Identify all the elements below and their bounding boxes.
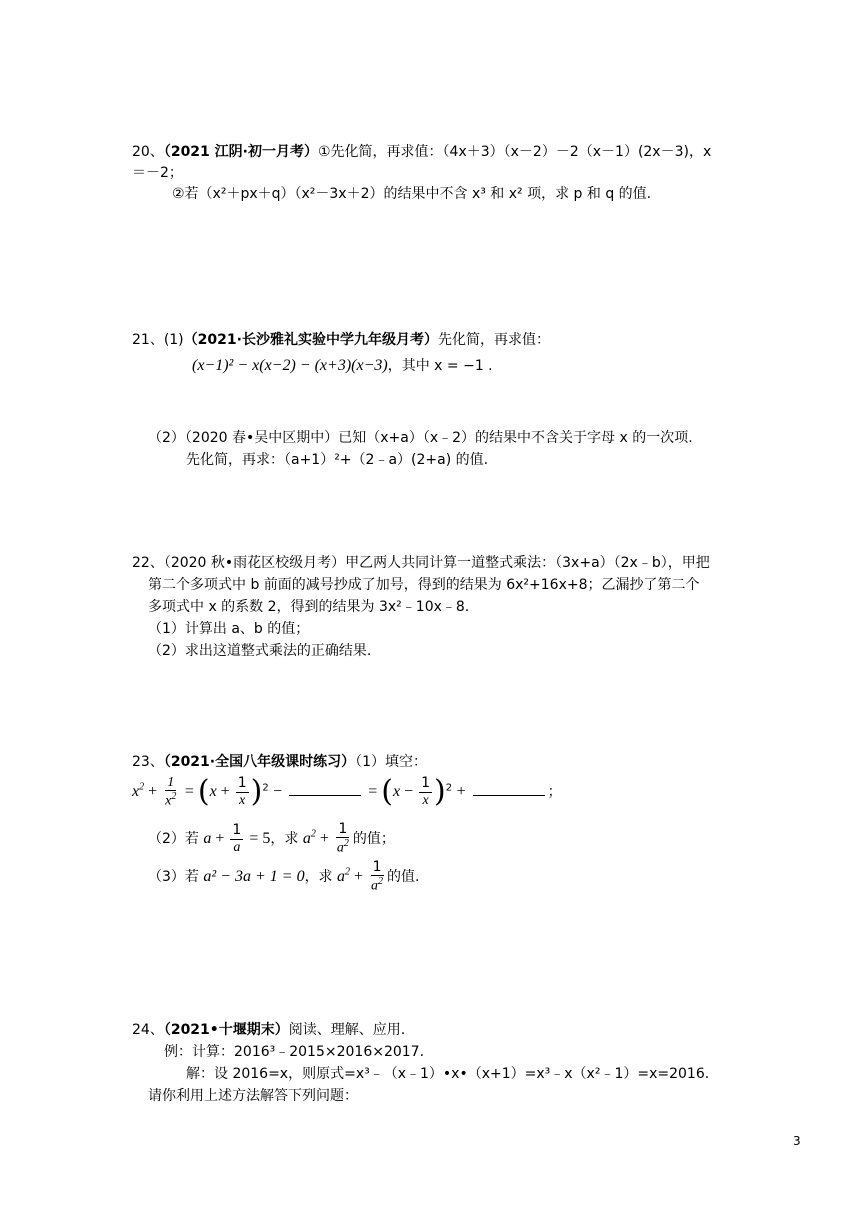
q23-part3-prefix: （3）若 <box>148 869 199 886</box>
q20-source: （2021 江阴·初一月考） <box>163 144 318 160</box>
q24-line1 <box>132 1020 405 1042</box>
q20-line1-text: ①先化简，再求值：（4x＋3）（x－2）－2（x－1）(2x－3)，x <box>318 144 712 160</box>
q23-part3-mid: ，求 <box>304 869 333 886</box>
q20-line2: ＝－2； <box>132 165 183 181</box>
q23-part2-mid: ，求 <box>270 831 299 848</box>
q20-number: 20、 <box>132 144 164 160</box>
q23-part3-expression: a² − 3a + 1 = 0 <box>203 868 305 886</box>
q21-number: 21、(1) <box>132 332 184 348</box>
q23-source: （2021·全国八年级课时练习） <box>163 754 356 770</box>
q21-line1 <box>132 330 550 352</box>
page-number: 3 <box>793 1134 801 1148</box>
q20-line1 <box>132 142 711 164</box>
q23-part2-end: 的值； <box>352 831 395 848</box>
q21-expression: (x−1)² − x(x−2) − (x+3)(x−3) <box>192 357 388 374</box>
q22-line5: （2）求出这道整式乘法的正确结果. <box>148 643 372 659</box>
q22-line1: 22、（2020 秋•雨花区校级月考）甲乙两人共同计算一道整式乘法：（3x+a）（2x﹣b），甲把 <box>132 555 710 571</box>
q24-source: （2021•十堰期末） <box>163 1022 289 1038</box>
q23-fill-in-equation: $x^2$ + $\frac{1}{x^2}$ = (x + $\frac{1}{x}$ )$^2$ − = (x − $\frac{1}{x}$ )$^2$ + ； <box>132 774 562 810</box>
q24-line3: 解：设 2016=x，则原式=x³﹣（x﹣1）•x•（x+1）=x³﹣x（x²﹣1）=x=2016. <box>186 1066 710 1082</box>
q24-line1-text: 阅读、理解、应用. <box>288 1022 406 1038</box>
q23-part3: （3）若 a² − 3a + 1 = 0，求 $a^2$ + $\frac{1}{a^2}$ 的值. <box>148 859 420 895</box>
q24-number: 24、 <box>132 1022 164 1038</box>
q22-line4: （1）计算出 a、b 的值； <box>148 621 310 637</box>
q23-line1-text: （1）填空： <box>355 754 428 770</box>
blank-1[interactable] <box>289 780 361 796</box>
q23-number: 23、 <box>132 754 164 770</box>
q22-line2: 第二个多项式中 b 前面的减号抄成了加号，得到的结果为 6x²+16x+8；乙漏抄了第二个 <box>148 577 700 593</box>
q23-part3-end: 的值. <box>387 869 420 886</box>
q21-source: （2021·长沙雅礼实验中学九年级月考） <box>183 332 438 348</box>
q21-expression-line <box>192 354 493 379</box>
q23-line1 <box>132 752 427 774</box>
q23-part2: （2）若 a + $\frac{1}{a}$ = 5，求 $a^2$ + $\frac{1}{a^2}$ 的值； <box>148 821 395 857</box>
q24-line2: 例：计算：2016³﹣2015×2016×2017. <box>164 1044 425 1060</box>
q20-line3: ②若（x²＋px＋q）（x²－3x＋2）的结果中不含 x³ 和 x² 项，求 p 和 q 的值. <box>172 186 652 202</box>
q24-line4: 请你利用上述方法解答下列问题： <box>148 1088 358 1104</box>
q21-condition: ，其中 x = −1 . <box>387 358 493 374</box>
q21-part2-line2: 先化简，再求：（a+1）²+（2﹣a）(2+a) 的值. <box>186 452 489 468</box>
blank-2[interactable] <box>473 780 545 796</box>
q23-part2-prefix: （2）若 <box>148 831 199 848</box>
q22-line3: 多项式中 x 的系数 2，得到的结果为 3x²﹣10x﹣8. <box>148 599 470 615</box>
q21-line1-text: 先化简，再求值： <box>437 332 550 348</box>
q21-part2-line1: （2）（2020 春•吴中区期中）已知（x+a）（x﹣2）的结果中不含关于字母 x 的一次项. <box>148 430 693 446</box>
